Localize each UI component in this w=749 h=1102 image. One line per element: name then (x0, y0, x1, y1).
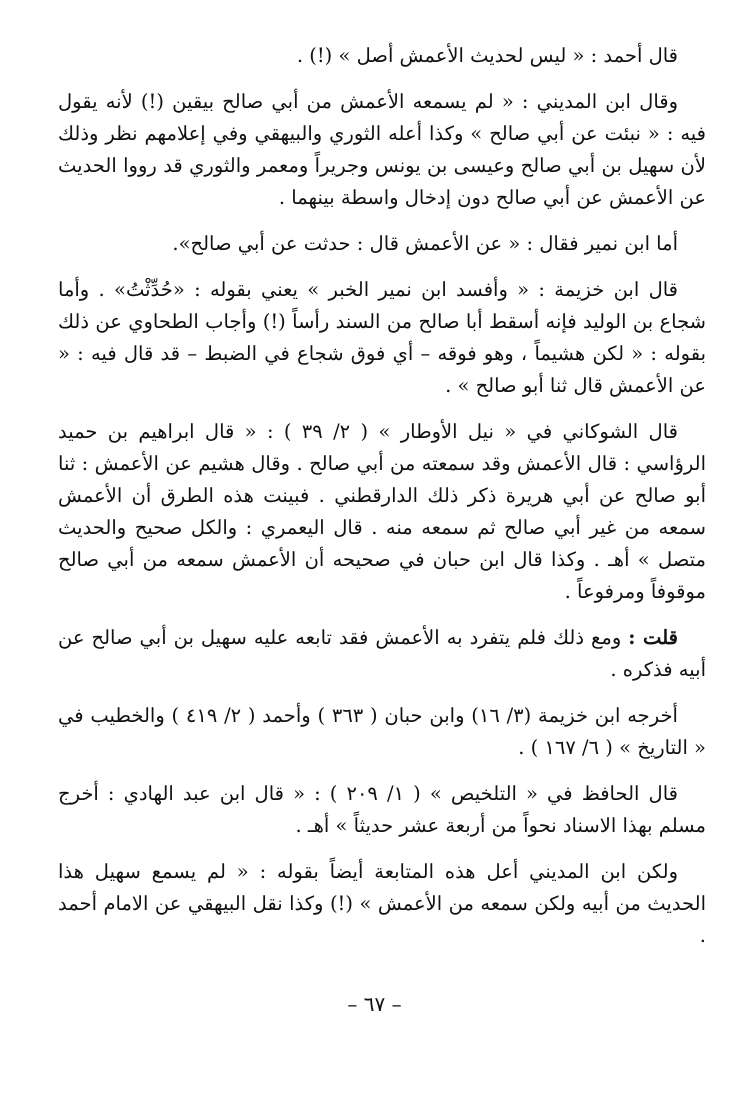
paragraph-3 (58, 228, 706, 260)
paragraph-5-text: قال الشوكاني في « نيل الأوطار » ( ٢/ ٣٩ ) : « قال ابراهيم بن حميد الرؤاسي : قال الأعمش وقد سمعته من أبي صالح . وقال هشيم عن الأعمش : ثنا أبو صالح عن أبي هريرة ذكر ذلك الدارقطني . فبينت هذه الطرق أن الأعمش سمعه من غير أبي صالح ثم سمعه منه . قال اليعمري : والكل صحيح والحديث متصل » أهـ . وكذا قال ابن حبان في صحيحه أن الأعمش سمعه من أبي صالح موقوفاً ومرفوعاً . (58, 420, 706, 603)
paragraph-3-text: أما ابن نمير فقال : « عن الأعمش قال : حدثت عن أبي صالح». (172, 232, 678, 255)
paragraph-6-text: ومع ذلك فلم يتفرد به الأعمش فقد تابعه عليه سهيل بن أبي صالح عن أبيه فذكره . (58, 626, 706, 681)
paragraph-6-lead: قلت : (628, 626, 678, 649)
paragraph-2-text: وقال ابن المديني : « لم يسمعه الأعمش من أبي صالح بيقين (!) لأنه يقول فيه : « نبئت عن أبي صالح » وكذا أعله الثوري والبيهقي وفي إعلامهم نظر وذلك لأن سهيل بن أبي صالح وعيسى بن يونس وجريراً ومعمر والثوري قد رووا الحديث عن الأعمش عن أبي صالح دون إدخال واسطة بينهما . (58, 90, 706, 209)
paragraph-1-text: قال أحمد : « ليس لحديث الأعمش أصل » (!) . (296, 44, 678, 67)
paragraph-7-text: أخرجه ابن خزيمة (٣/ ١٦) وابن حبان ( ٣٦٣ ) وأحمد ( ٢/ ٤١٩ ) والخطيب في « التاريخ » ( ٦/ ١٦٧ ) . (58, 704, 706, 759)
paragraph-4 (58, 274, 706, 402)
page-number: – ٦٧ – (347, 992, 402, 1016)
paragraph-1 (58, 40, 706, 72)
paragraph-2 (58, 86, 706, 214)
paragraph-8-text: قال الحافظ في « التلخيص » ( ١/ ٢٠٩ ) : « قال ابن عبد الهادي : أخرج مسلم بهذا الاسناد نحواً من أربعة عشر حديثاً » أهـ . (58, 782, 706, 837)
paragraph-9 (58, 856, 706, 952)
paragraph-4-text: قال ابن خزيمة : « وأفسد ابن نمير الخبر » يعني بقوله : «حُدِّثْتُ» . وأما شجاع بن الوليد فإنه أسقط أبا صالح من السند رأساً (!) وأجاب الطحاوي عن ذلك بقوله : « لكن هشيماً ، وهو فوقه – أي فوق شجاع في الضبط – قد قال فيه : « عن الأعمش قال ثنا أبو صالح » . (58, 278, 706, 397)
paragraph-8 (58, 778, 706, 842)
paragraph-7 (58, 700, 706, 764)
page-body (58, 40, 706, 966)
paragraph-6 (58, 622, 706, 686)
paragraph-9-text: ولكن ابن المديني أعل هذه المتابعة أيضاً بقوله : « لم يسمع سهيل هذا الحديث من أبيه ولكن سمعه من الأعمش » (!) وكذا نقل البيهقي عن الامام أحمد . (58, 860, 706, 947)
paragraph-5 (58, 416, 706, 608)
